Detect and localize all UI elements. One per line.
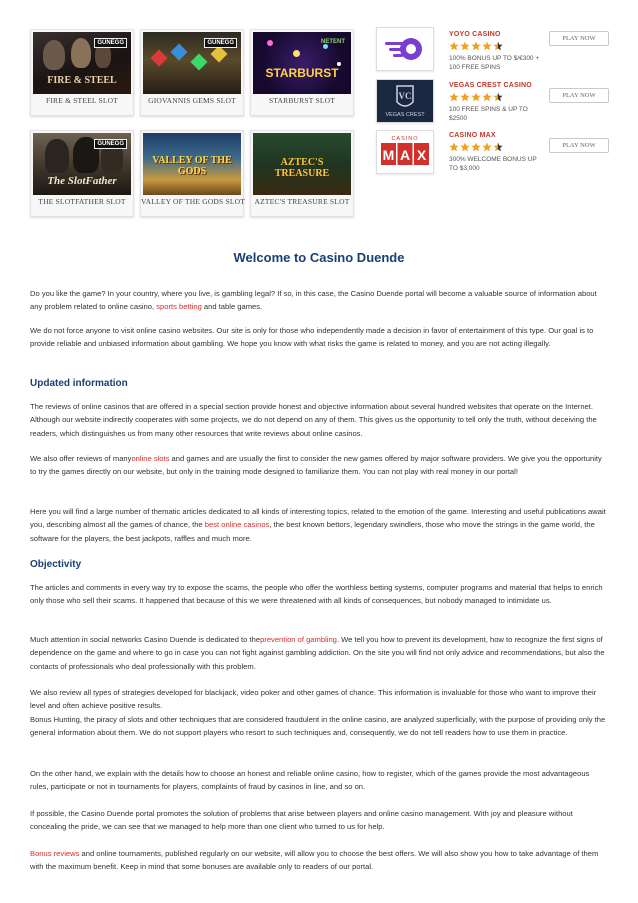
paragraph: If possible, the Casino Duende portal promotes the solution of problems that arise between players and online casino management. With joy and pleasure without concealing the pride, we can see that we managed to help more than one client who turned to us for help. <box>30 809 573 832</box>
star-icon <box>471 41 481 51</box>
paragraph <box>30 633 608 673</box>
text-span: Here you will find a large number of thematic articles dedicated to all kinds of interesting topics, related to the emotion of the game. Interesting and useful publications await you, describing almost all the games of chance, the <box>30 507 606 530</box>
half-star-icon <box>493 41 503 51</box>
bonus-reviews-link[interactable]: Bonus reviews <box>30 849 80 858</box>
slot-thumbnail <box>253 32 351 94</box>
text-span: and games and are usually the first to consider the new games offered by major software providers. We give you the opportunity to try the games directly on our website, but only in the training mode designed to familiarize them. You can not play with real money in our portal! <box>30 454 602 477</box>
paragraph: On the other hand, we explain with the details how to choose an honest and reliable online casino, how to register, which of the games provide the most advantageous rules, participate or not in tournaments for players, complaints of fraud by casinos in line, and so on. <box>30 769 590 792</box>
slot-caption: AZTEC'S TREASURE SLOT <box>254 197 350 206</box>
casino-max-logo-icon <box>377 131 433 173</box>
best-online-casinos-link[interactable]: best online casinos <box>204 520 270 530</box>
casino-bonus: 100 FREE SPINS & UP TO $2500 <box>449 106 528 122</box>
star-icon <box>471 142 481 152</box>
star-icon <box>460 142 470 152</box>
svg-text:A: A <box>399 147 411 163</box>
slot-card-valley-gods[interactable] <box>140 130 244 217</box>
text-span: Do you like the game? In your country, where you live, is gambling legal? If so, in this case, the Casino Duende portal will become a valuable source of information about any problem related to online casino, <box>30 289 597 312</box>
star-icon <box>482 92 492 102</box>
paragraph: We also review all types of strategies developed for blackjack, video poker and other games of chance. This information is invaluable for those who want to improve their level and often achieve positive results. <box>30 688 597 711</box>
star-icon <box>449 142 459 152</box>
slot-thumb-title: FIRE & STEEL <box>47 75 117 86</box>
slot-caption: GIOVANNIS GEMS SLOT <box>148 96 236 105</box>
online-slots-link[interactable]: online slots <box>131 454 170 463</box>
vegas-crest-casino-logo[interactable] <box>376 79 434 123</box>
slot-thumbnail <box>143 32 241 94</box>
paragraph <box>30 847 608 874</box>
casino-name[interactable]: CASINO MAX <box>449 132 496 139</box>
text-span: and table games. <box>201 302 263 312</box>
half-star-icon <box>493 142 503 152</box>
paragraph <box>30 505 608 545</box>
provider-badge: GUNEGG <box>94 139 127 149</box>
casino-name[interactable]: VEGAS CREST CASINO <box>449 82 532 89</box>
half-star-icon <box>493 92 503 102</box>
slot-thumb-title: AZTEC'S TREASURE <box>274 157 330 179</box>
svg-text:M: M <box>382 147 395 163</box>
vegas-crest-logo-text: VEGAS CREST <box>385 112 425 118</box>
section-heading-objectivity: Objectivity <box>30 559 82 570</box>
text-span: . We tell you how to prevent its development, how to recognize the first signs of dependence on the game and where to go in case you can not fight against gambling addiction. On the site you will find not only advice and recommendations, but also the contacts of professionals who deal professionally with this problem. <box>30 635 605 671</box>
provider-badge: GUNEGG <box>204 38 237 48</box>
star-icon <box>482 41 492 51</box>
star-icon <box>460 92 470 102</box>
yoyo-casino-logo[interactable] <box>376 27 434 71</box>
slot-card-giovannis-gems[interactable] <box>140 29 244 116</box>
star-icon <box>449 92 459 102</box>
slot-caption: FIRE & STEEL SLOT <box>45 96 119 105</box>
slot-caption: VALLEY OF THE GODS SLOT <box>141 197 246 206</box>
star-icon <box>482 142 492 152</box>
slot-thumbnail <box>33 32 131 94</box>
slot-thumb-title: The SlotFather <box>47 175 117 187</box>
text-span: Much attention in social networks Casino Duende is dedicated to the <box>30 635 261 644</box>
slot-card-starburst[interactable] <box>250 29 354 116</box>
star-icon <box>460 41 470 51</box>
slot-caption: THE SLOTFATHER SLOT <box>38 197 126 206</box>
slot-thumb-title: VALLEY OF THE GODS <box>152 155 232 177</box>
section-heading-updated: Updated information <box>30 378 128 389</box>
provider-badge: NETENT <box>321 39 345 45</box>
slot-thumbnail <box>143 133 241 195</box>
svg-text:VC: VC <box>398 91 412 101</box>
text-span: We also offer reviews of many <box>30 454 132 463</box>
paragraph: The articles and comments in every way try to expose the scams, the people who offer the worthless betting systems, computer programs and material that helps to enrich only those who sell their scams. It happened that because of this we were threatened with all kinds of consequences, but nobody managed to intimidate us. <box>30 583 603 606</box>
svg-text:CASINO: CASINO <box>391 136 419 142</box>
paragraph <box>30 452 608 479</box>
slot-card-slotfather[interactable] <box>30 130 134 217</box>
play-now-button[interactable]: PLAY NOW <box>549 31 609 46</box>
vegas-crest-logo-icon <box>377 80 433 122</box>
casino-bonus: 100% BONUS UP TO $/€300 + 100 FREE SPINS <box>449 55 540 71</box>
paragraph: We do not force anyone to visit online casino websites. Our site is only for those who independently made a decision in favor of entertainment of this type. Our goal is to provide reliable and unbiased information about gambling. We hope you know with what risks the game is related to money, and you are not acting illegally. <box>30 326 594 349</box>
provider-badge: GUNEGG <box>94 38 127 48</box>
rating-stars <box>449 142 504 153</box>
star-icon <box>449 41 459 51</box>
slot-card-fire-steel[interactable] <box>30 29 134 116</box>
svg-text:X: X <box>416 147 427 163</box>
rating-stars <box>449 92 504 103</box>
slot-caption: STARBURST SLOT <box>268 96 336 105</box>
paragraph: The reviews of online casinos that are offered in a special section provide honest and objective information about several hundred websites that operate on the Internet. Although our website indirectly cooperates with some projects, we do not depend on any of them. This gives us the opportunity to tell only the truth, without deceiving the readers, which distinguishes us from many other resources that write reviews about online casinos. <box>30 402 597 438</box>
intro-paragraph <box>30 287 608 314</box>
casino-bonus: 300% WELCOME BONUS UP TO $3,000 <box>449 156 537 172</box>
prevention-of-gambling-link[interactable]: prevention of gambling <box>260 635 337 644</box>
text-span: , the best known bettors, legendary swindlers, those who move the strings in the game world, the software for the players, the best jackpots, raffles and much more. <box>30 520 595 543</box>
play-now-button[interactable]: PLAY NOW <box>549 138 609 153</box>
rating-stars <box>449 41 504 52</box>
sports-betting-link[interactable]: sports betting <box>156 302 202 312</box>
slot-thumbnail <box>33 133 131 195</box>
paragraph: Bonus Hunting, the piracy of slots and other techniques that are considered fraudulent in the online casino, are analyzed superficially, with the purpose of providing only the general information about them. We do not support players who resort to such techniques and, consequently, we do not tell readers how to use them in practice. <box>30 715 606 738</box>
slot-thumbnail <box>253 133 351 195</box>
slot-card-aztecs-treasure[interactable] <box>250 130 354 217</box>
yoyo-logo-icon <box>377 28 433 70</box>
page-title: Welcome to Casino Duende <box>233 250 405 265</box>
casino-max-logo[interactable] <box>376 130 434 174</box>
star-icon <box>471 92 481 102</box>
slot-thumb-title: STARBURST <box>265 66 339 80</box>
text-span: and online tournaments, published regularly on our website, will allow you to choose the best offers. We will also show you how to take advantage of them with the maximum benefit. Keep in mind that some bonuses are available only to readers of our portal. <box>30 849 599 872</box>
casino-name[interactable]: YOYO CASINO <box>449 31 501 38</box>
play-now-button[interactable]: PLAY NOW <box>549 88 609 103</box>
